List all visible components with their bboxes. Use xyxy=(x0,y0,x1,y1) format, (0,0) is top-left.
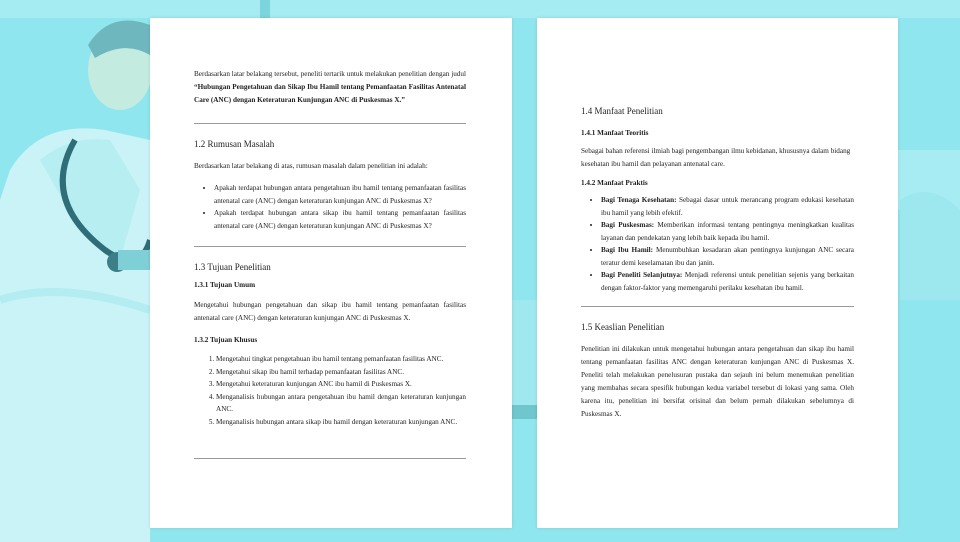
list-item xyxy=(601,269,854,294)
list-item-text: Sebagai dasar untuk merancang program edukasi kesehatan ibu hamil yang lebih efektif. xyxy=(601,196,854,217)
section-heading-1-4: 1.4 Manfaat Penelitian xyxy=(581,106,663,116)
intro-paragraph xyxy=(194,68,466,107)
section-1-5-text: Penelitian ini dilakukan untuk mengetahui hubungan antara pengetahuan dan sikap ibu hamil tentang pemanfaatan fasilitas ANC dengan keteraturan kunjungan ANC di Puskesmas X. Peneliti telah melakukan penelusuran pustaka dan sejauh ini belum menemukan penelitian yang membahas secara spesifik hubungan kedua variabel tersebut di lokasi yang sama. Oleh karena itu, penelitian ini bersifat orisinal dan belum pernah dilakukan sebelumnya di Puskesmas X. xyxy=(581,345,854,418)
list-item xyxy=(601,219,854,244)
list-item: 5. Menganalisis hubungan antara sikap ibu hamil dengan keteraturan kunjungan ANC. xyxy=(216,416,466,429)
list-item xyxy=(601,194,854,219)
list-item: • Apakah terdapat hubungan antara sikap ibu hamil tentang pemanfaatan fasilitas antenatal care (ANC) dengan keteraturan kunjungan ANC di Puskesmas X? xyxy=(214,207,466,232)
list-item-label: Bagi Ibu Hamil: xyxy=(601,246,654,254)
benefits-list xyxy=(581,194,854,294)
list-item-label: Bagi Peneliti Selanjutnya: xyxy=(601,271,683,279)
section-heading-1-3: 1.3 Tujuan Penelitian xyxy=(194,262,271,272)
section-1-3-1-text: Mengetahui hubungan pengetahuan dan sikap ibu hamil tentang pemanfaatan fasilitas antenatal care (ANC) dengan keteraturan kunjungan ANC di Puskesmas X. xyxy=(194,301,466,322)
list-item-label: Bagi Tenaga Kesehatan: xyxy=(601,196,677,204)
list-item: 2. Mengetahui sikap ibu hamil terhadap pemanfaatan fasilitas ANC. xyxy=(216,366,466,379)
subsection-heading-1-4-1: 1.4.1 Manfaat Teoritis xyxy=(581,129,649,137)
document-page-left xyxy=(150,18,512,528)
intro-text: Berdasarkan latar belakang tersebut, peneliti tertarik untuk melakukan penelitian dengan judul xyxy=(194,70,466,78)
subsection-heading-1-3-1: 1.3.1 Tujuan Umum xyxy=(194,281,256,289)
list-item: 4. Menganalisis hubungan antara pengetahuan ibu hamil dengan keteraturan kunjungan ANC. xyxy=(216,391,466,416)
section-1-4-1-text: Sebagai bahan referensi ilmiah bagi pengembangan ilmu kebidanan, khususnya dalam bidang kesehatan ibu hamil dan pelayanan antenatal care. xyxy=(581,147,851,168)
section-1-2-text: Berdasarkan latar belakang di atas, rumusan masalah dalam penelitian ini adalah: xyxy=(194,162,428,170)
problem-list xyxy=(194,182,466,232)
section-heading-1-5: 1.5 Keaslian Penelitian xyxy=(581,322,665,332)
section-heading-1-2: 1.2 Rumusan Masalah xyxy=(194,139,275,149)
list-item: • Apakah terdapat hubungan antara pengetahuan ibu hamil tentang pemanfaatan fasilitas antenatal care (ANC) dengan keteraturan kunjungan ANC di Puskesmas X? xyxy=(214,182,466,207)
objectives-list xyxy=(194,353,466,428)
list-item-label: Bagi Puskesmas: xyxy=(601,221,655,229)
document-page-right xyxy=(537,18,898,528)
list-item: 1. Mengetahui tingkat pengetahuan ibu hamil tentang pemanfaatan fasilitas ANC. xyxy=(216,353,466,366)
list-item: 3. Mengetahui keteraturan kunjungan ANC ibu hamil di Puskesmas X. xyxy=(216,378,466,391)
list-item-text: Memberikan informasi tentang pentingnya meningkatkan kualitas layanan dan pendekatan yang lebih baik kepada ibu hamil. xyxy=(601,221,854,242)
list-item-text: Menjadi referensi untuk penelitian sejenis yang berkaitan dengan faktor-faktor yang memengaruhi perilaku kesehatan ibu hamil. xyxy=(601,271,854,292)
list-item xyxy=(601,244,854,269)
list-item-text: Menumbuhkan kesadaran akan pentingnya kunjungan ANC secara teratur demi keselamatan ibu dan janin. xyxy=(601,246,854,267)
subsection-heading-1-4-2: 1.4.2 Manfaat Praktis xyxy=(581,179,648,187)
subsection-heading-1-3-2: 1.3.2 Tujuan Khusus xyxy=(194,336,258,344)
research-title: “Hubungan Pengetahuan dan Sikap Ibu Hamil tentang Pemanfaatan Fasilitas Antenatal Care (ANC) dengan Keteraturan Kunjungan ANC di Puskesmas X.” xyxy=(194,83,466,104)
section-divider xyxy=(194,458,466,459)
